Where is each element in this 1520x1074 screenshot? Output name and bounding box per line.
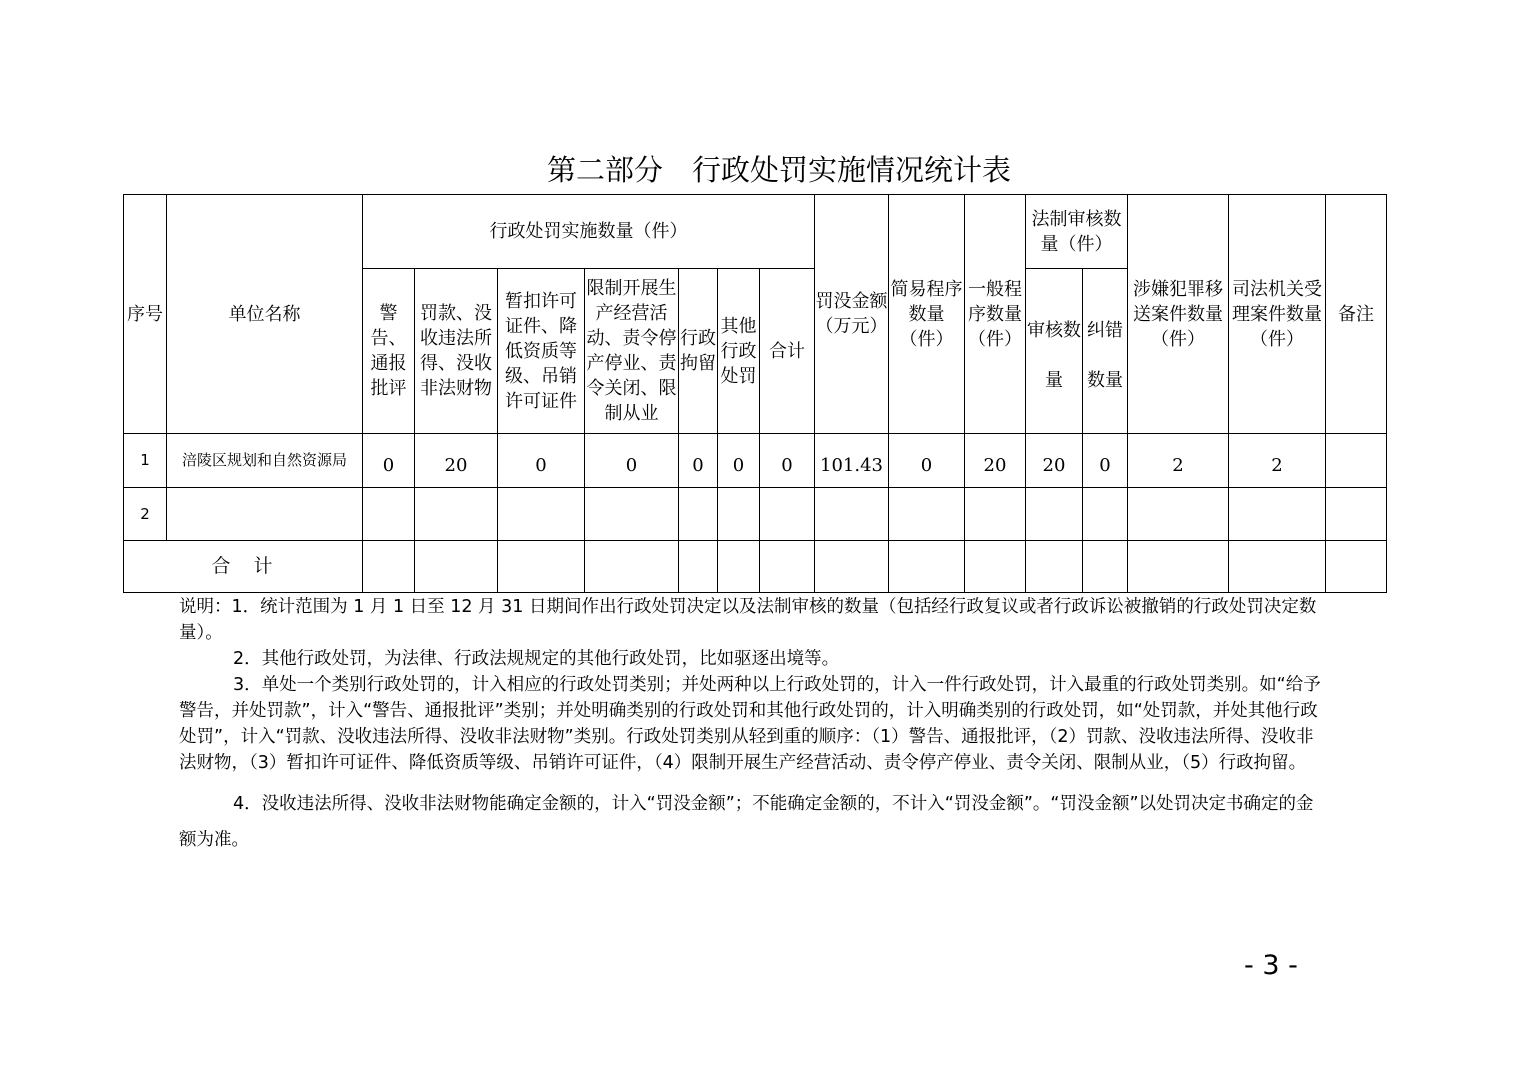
statistics-table — [123, 194, 1387, 593]
header-unit-name: 单位名称 — [167, 195, 363, 434]
cell-simple — [889, 488, 965, 541]
total-cell — [679, 541, 718, 593]
total-row-label: 合 计 — [124, 541, 363, 593]
cell-amount: 101.43 — [815, 434, 889, 488]
cell-restrict — [585, 488, 679, 541]
cell-fine — [415, 488, 498, 541]
header-review: 审核数量 — [1026, 269, 1083, 434]
cell-remark — [1326, 488, 1387, 541]
total-cell — [1326, 541, 1387, 593]
cell-detain — [679, 488, 718, 541]
header-other: 其他行政处罚 — [718, 269, 760, 434]
total-cell — [965, 541, 1026, 593]
cell-other: 0 — [718, 434, 760, 488]
page-title: 第二部分 行政处罚实施情况统计表 — [546, 153, 1011, 187]
total-cell — [1026, 541, 1083, 593]
note-1: 说明：1．统计范围为 1 月 1 日至 12 月 31 日期间作出行政处罚决定以及法制审核的数量（包括经行政复议或者行政诉讼被撤销的行政处罚决定数量）。 — [179, 597, 1317, 643]
cell-suspend: 0 — [498, 434, 585, 488]
header-detain: 行政拘留 — [679, 269, 718, 434]
table-row — [124, 434, 1387, 488]
notes-section — [179, 594, 1329, 858]
cell-warn: 0 — [363, 434, 415, 488]
note-2: 2．其他行政处罚，为法律、行政法规规定的其他行政处罚，比如驱逐出境等。 — [233, 649, 840, 669]
header-correct: 纠错数量 — [1083, 269, 1128, 434]
cell-suspend — [498, 488, 585, 541]
cell-general: 20 — [965, 434, 1026, 488]
cell-total — [760, 488, 815, 541]
header-judicial: 司法机关受理案件数量（件） — [1229, 195, 1326, 434]
header-suspend: 暂扣许可证件、降低资质等级、吊销许可证件 — [498, 269, 585, 434]
header-seq: 序号 — [124, 195, 167, 434]
cell-correct — [1083, 488, 1128, 541]
header-simple: 简易程序数量（件） — [889, 195, 965, 434]
header-review-group: 法制审核数量（件） — [1026, 195, 1128, 269]
header-total: 合计 — [760, 269, 815, 434]
cell-detain: 0 — [679, 434, 718, 488]
header-remark: 备注 — [1326, 195, 1387, 434]
total-cell — [1229, 541, 1326, 593]
total-cell — [585, 541, 679, 593]
total-cell — [1128, 541, 1229, 593]
total-cell — [498, 541, 585, 593]
table-row — [124, 488, 1387, 541]
note-3: 3．单处一个类别行政处罚的，计入相应的行政处罚类别；并处两种以上行政处罚的，计入一件行政处罚，计入最重的行政处罚类别。如“给予警告，并处罚款”，计入“警告、通报批评”类别；并处明确类别的行政处罚和其他行政处罚的，计入明确类别的行政处罚，如“处罚款，并处其他行政处罚”，计入“罚款、没收违法所得、没收非法财物”类别。行政处罚类别从轻到重的顺序：（1）警告、通报批评，（2）罚款、没收违法所得、没收非法财物，（3）暂扣许可证件、降低资质等级、吊销许可证件，（4）限制开展生产经营活动、责令停产停业、责令关闭、限制从业，（5）行政拘留。 — [179, 675, 1321, 773]
total-cell — [415, 541, 498, 593]
header-restrict: 限制开展生产经营活动、责令停产停业、责令关闭、限制从业 — [585, 269, 679, 434]
row-unit-name: 涪陵区规划和自然资源局 — [167, 434, 363, 488]
cell-general — [965, 488, 1026, 541]
total-cell — [760, 541, 815, 593]
total-cell — [815, 541, 889, 593]
cell-other — [718, 488, 760, 541]
cell-remark — [1326, 434, 1387, 488]
cell-review: 20 — [1026, 434, 1083, 488]
cell-simple: 0 — [889, 434, 965, 488]
total-cell — [889, 541, 965, 593]
cell-amount — [815, 488, 889, 541]
total-cell — [718, 541, 760, 593]
row-seq: 1 — [124, 434, 167, 488]
header-amount: 罚没金额（万元） — [815, 195, 889, 434]
header-warn: 警告、通报批评 — [363, 269, 415, 434]
cell-transfer — [1128, 488, 1229, 541]
total-cell — [363, 541, 415, 593]
cell-correct: 0 — [1083, 434, 1128, 488]
cell-fine: 20 — [415, 434, 498, 488]
row-unit-name — [167, 488, 363, 541]
note-4: 4．没收违法所得、没收非法财物能确定金额的，计入“罚没金额”；不能确定金额的，不计入“罚没金额”。“罚没金额”以处罚决定书确定的金额为准。 — [179, 794, 1314, 850]
cell-review — [1026, 488, 1083, 541]
cell-judicial: 2 — [1229, 434, 1326, 488]
cell-restrict: 0 — [585, 434, 679, 488]
total-cell — [1083, 541, 1128, 593]
header-transfer: 涉嫌犯罪移送案件数量（件） — [1128, 195, 1229, 434]
total-row — [124, 541, 1387, 593]
header-general: 一般程序数量（件） — [965, 195, 1026, 434]
header-impl-group: 行政处罚实施数量（件） — [363, 195, 815, 269]
header-fine: 罚款、没收违法所得、没收非法财物 — [415, 269, 498, 434]
cell-transfer: 2 — [1128, 434, 1229, 488]
cell-total: 0 — [760, 434, 815, 488]
row-seq: 2 — [124, 488, 167, 541]
cell-warn — [363, 488, 415, 541]
cell-judicial — [1229, 488, 1326, 541]
page-number: - 3 - — [1244, 950, 1298, 981]
